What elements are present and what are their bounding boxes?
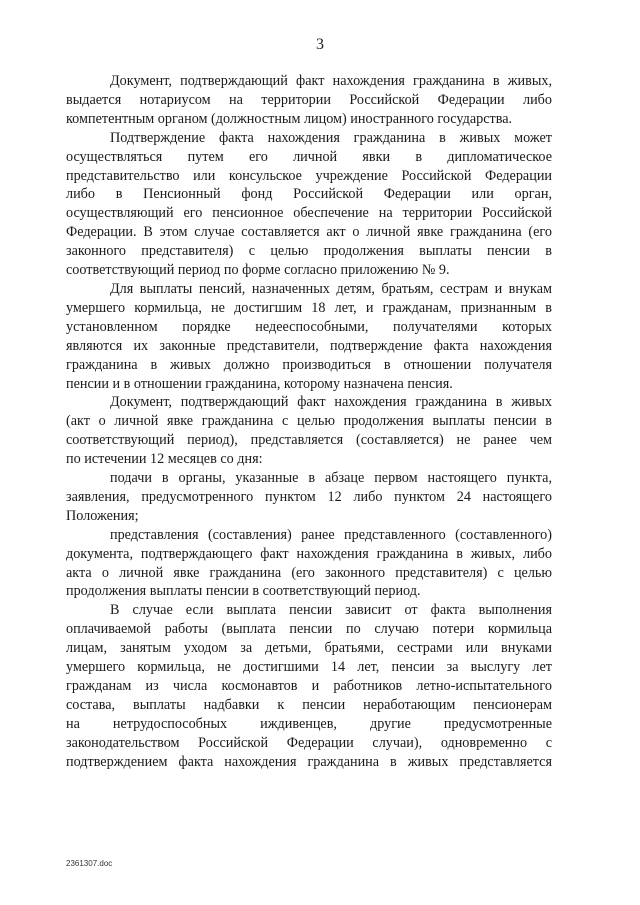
text-line: Федерации. В этом случае составляется акт о личной явке гражданина (его <box>66 224 552 241</box>
text-line: состава, выплаты надбавки к пенсии неработающим пенсионерам <box>66 696 552 713</box>
text-line: оплачиваемой работы (выплата пенсии по случаю потери кормильца <box>66 621 552 638</box>
paragraph-4 <box>66 393 552 469</box>
text-line: Положения; <box>66 507 139 524</box>
text-line: установленном порядке недееспособными, получателями которых <box>66 318 552 335</box>
text-line: соответствующий период по форме согласно приложению № 9. <box>66 262 450 279</box>
text-line: осуществляющий его пенсионное обеспечение на территории Российской <box>66 205 552 222</box>
paragraph-6 <box>66 526 552 602</box>
document-body <box>66 72 552 772</box>
text-line: законодательством Российской Федерации случаи), одновременно с <box>66 734 552 751</box>
text-line: гражданина в живых должно производиться в отношении получателя <box>66 356 552 373</box>
text-line: лицам, занятым уходом за детьми, братьями, сестрами или внуками <box>66 640 552 657</box>
text-line: акта о личной явке гражданина (его законного представителя) с целью <box>66 564 552 581</box>
text-line: Документ, подтверждающий факт нахождения гражданина в живых, <box>110 73 552 89</box>
paragraph-7 <box>66 601 552 771</box>
text-line: компетентным органом (должностным лицом) иностранного государства. <box>66 110 513 127</box>
paragraph-1 <box>66 72 552 129</box>
text-line: В случае если выплата пенсии зависит от факта выполнения <box>110 602 552 619</box>
document-filename: 2361307.doc <box>66 859 113 868</box>
text-line: законного представителя) с целью продолжения выплаты пенсии в <box>66 243 552 260</box>
text-line: подачи в органы, указанные в абзаце первом настоящего пункта, <box>110 470 552 487</box>
text-line: по истечении 12 месяцев со дня: <box>66 451 263 468</box>
text-line: подтверждением факта нахождения гражданина в живых представляется <box>66 753 552 770</box>
text-line: соответствующий период), представляется (составляется) не ранее чем <box>66 432 552 449</box>
text-line: документа, подтверждающего факт нахождения гражданина в живых, либо <box>66 545 552 562</box>
text-line: умершего кормильца, не достигшими 14 лет, пенсии за выслугу лет <box>66 659 552 676</box>
paragraph-2 <box>66 129 552 280</box>
text-line: выдается нотариусом на территории Российской Федерации либо <box>66 91 552 108</box>
paragraph-3 <box>66 280 552 393</box>
text-line: представления (составления) ранее представленного (составленного) <box>110 526 552 543</box>
text-line: Документ, подтверждающий факт нахождения гражданина в живых <box>110 394 552 411</box>
text-line: заявления, предусмотренного пунктом 12 либо пунктом 24 настоящего <box>66 488 552 505</box>
text-line: Для выплаты пенсий, назначенных детям, братьям, сестрам и внукам <box>110 280 552 297</box>
paragraph-5 <box>66 469 552 526</box>
text-line: являются их законные представители, подтверждение факта нахождения <box>66 337 552 354</box>
text-line: осуществляться путем его личной явки в дипломатическое <box>66 148 552 165</box>
text-line: представительство или консульское учреждение Российской Федерации <box>66 167 552 184</box>
text-line: умершего кормильца, не достигшим 18 лет, и гражданам, признанным в <box>66 299 552 316</box>
text-line: Подтверждение факта нахождения гражданина в живых может <box>110 129 552 146</box>
text-line: на нетрудоспособных иждивенцев, другие предусмотренные <box>66 715 552 732</box>
text-line: гражданам из числа космонавтов и работников летно-испытательного <box>66 678 552 694</box>
text-line: либо в Пенсионный фонд Российской Федерации или орган, <box>66 186 552 203</box>
text-line: продолжения выплаты пенсии в соответствующий период. <box>66 583 421 600</box>
text-line: (акт о личной явке гражданина с целью продолжения выплаты пенсии в <box>66 413 552 430</box>
page-number: 3 <box>316 36 324 53</box>
text-line: пенсии и в отношении гражданина, которому назначена пенсия. <box>66 375 453 392</box>
